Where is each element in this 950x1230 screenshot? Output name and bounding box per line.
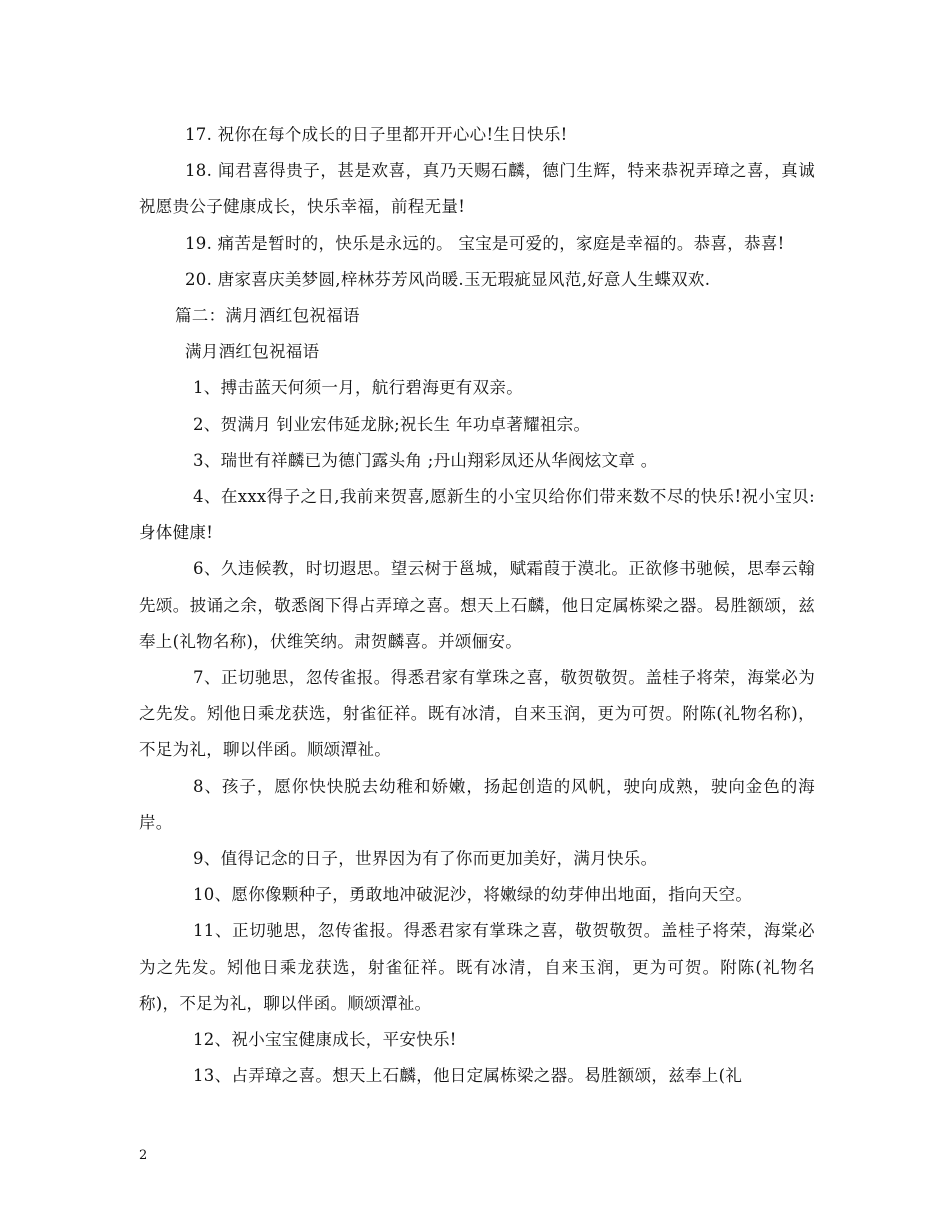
list-item: 4、在xxx得子之日,我前来贺喜,愿新生的小宝贝给你们带来数不尽的快乐!祝小宝贝:身体健康! <box>139 487 815 543</box>
document-body <box>139 117 815 1094</box>
list-item: 6、久违候教，时切遐思。望云树于邕城，赋霜葭于漠北。正欲修书驰候，思奉云翰先颂。披诵之余，敬悉阁下得占弄璋之喜。想天上石麟，他日定属栋梁之器。曷胜额颂，兹奉上(礼物名称)，伏维笑纳。肃贺麟喜。并颂俪安。 <box>139 559 815 651</box>
list-item: 7、正切驰思，忽传雀报。得悉君家有掌珠之喜，敬贺敬贺。盖桂子将荣，海棠必为之先发。矧他日乘龙获选，射雀征祥。既有冰清，自来玉润，更为可贺。附陈(礼物名称)，不足为礼，聊以伴函。顺颂潭祉。 <box>139 668 815 760</box>
list-item: 10、愿你像颗种子，勇敢地冲破泥沙，将嫩绿的幼芽伸出地面，指向天空。 <box>193 885 753 905</box>
section-heading: 篇二：满月酒红包祝福语 <box>175 306 360 326</box>
list-item: 9、值得记念的日子，世界因为有了你而更加美好，满月快乐。 <box>193 849 658 869</box>
paragraph-19: 19. 痛苦是暂时的，快乐是永远的。 宝宝是可爱的，家庭是幸福的。恭喜，恭喜! <box>185 233 785 253</box>
list-item: 13、占弄璋之喜。想天上石麟，他日定属栋梁之器。曷胜额颂，兹奉上(礼 <box>193 1066 743 1086</box>
section-subtitle: 满月酒红包祝福语 <box>185 342 320 362</box>
paragraph-18: 18. 闻君喜得贵子，甚是欢喜，真乃天赐石麟，德门生辉，特来恭祝弄璋之喜，真诚祝愿贵公子健康成长，快乐幸福，前程无量! <box>139 161 815 217</box>
list-item: 2、贺满月 钊业宏伟延龙脉;祝长生 年功卓著耀祖宗。 <box>193 414 591 434</box>
page-number: 2 <box>139 1148 148 1163</box>
paragraph-17: 17. 祝你在每个成长的日子里都开开心心!生日快乐! <box>185 125 568 144</box>
list-item: 11、正切驰思，忽传雀报。得悉君家有掌珠之喜，敬贺敬贺。盖桂子将荣，海棠必为之先发。矧他日乘龙获选，射雀征祥。既有冰清，自来玉润，更为可贺。附陈(礼物名称)，不足为礼，聊以伴函。顺颂潭祉。 <box>139 921 815 1013</box>
list-item: 8、孩子，愿你快快脱去幼稚和娇嫩，扬起创造的风帆，驶向成熟，驶向金色的海岸。 <box>139 776 815 832</box>
list-item: 12、祝小宝宝健康成长，平安快乐! <box>193 1030 457 1050</box>
list-item: 3、瑞世有祥麟已为德门露头角 ;丹山翔彩凤还从华阀炫文章 。 <box>193 450 658 470</box>
list-item: 1、搏击蓝天何须一月，航行碧海更有双亲。 <box>193 378 523 398</box>
paragraph-20: 20. 唐家喜庆美梦圆,梓林芬芳风尚暖.玉无瑕疵显风范,好意人生蝶双欢. <box>185 269 711 289</box>
